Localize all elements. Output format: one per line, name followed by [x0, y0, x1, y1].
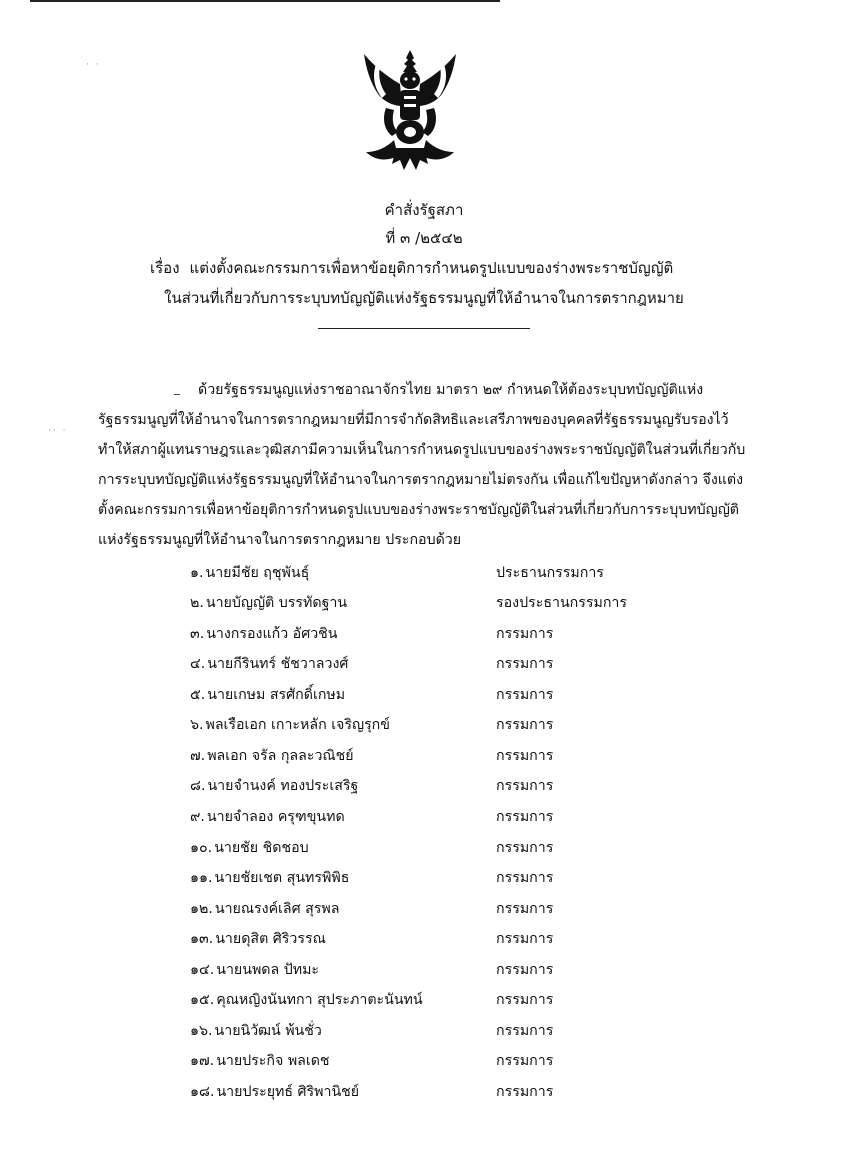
member-role: ประธานกรรมการ: [496, 565, 604, 581]
member-role: กรรมการ: [496, 962, 554, 978]
scan-edge-line: [30, 0, 500, 2]
member-row: [190, 807, 750, 829]
member-number: ๕.: [190, 687, 206, 703]
member-name: นายประกิจ พลเดช: [216, 1053, 330, 1069]
member-role: กรรมการ: [496, 656, 554, 672]
member-row: [190, 990, 750, 1012]
document-title: คำสั่งรัฐสภา: [384, 201, 464, 219]
member-number: ๑๓.: [190, 931, 214, 947]
member-name: พลเรือเอก เกาะหลัก เจริญรุกข์: [205, 717, 390, 733]
member-role: กรรมการ: [496, 840, 554, 856]
body-line: การระบุบทบัญญัติแห่งรัฐธรรมนูญที่ให้อำนาจในการตรากฎหมายไม่ตรงกัน เพื่อแก้ไขปัญหาดังกล่าว จึงแต่ง: [98, 472, 744, 488]
member-number: ๗.: [190, 748, 206, 764]
member-number: ๘.: [190, 778, 206, 794]
scan-speck: · ·: [86, 60, 101, 70]
scan-speck: ·· ·: [48, 426, 68, 436]
member-name: นายเกษม สรศักดิ์เกษม: [207, 687, 346, 703]
member-row: [190, 563, 750, 585]
member-name: นายประยุทธ์ ศิริพานิชย์: [216, 1084, 360, 1100]
member-name: นายจำนงค์ ทองประเสริฐ: [207, 778, 359, 794]
title-divider: [318, 328, 530, 329]
member-row: [190, 624, 750, 646]
member-role: กรรมการ: [496, 626, 554, 642]
member-row: [190, 654, 750, 676]
member-role: กรรมการ: [496, 748, 554, 764]
member-name: นายชัยเชต สุนทรพิพิธ: [214, 870, 350, 886]
body-line: ตั้งคณะกรรมการเพื่อหาข้อยุติการกำหนดรูปแบบของร่างพระราชบัญญัติในส่วนที่เกี่ยวกับการระบุบทบัญญัติ: [98, 502, 740, 518]
member-number: ๖.: [190, 717, 204, 733]
member-row: [190, 746, 750, 768]
member-number: ๑๘.: [190, 1084, 215, 1100]
body-line: รัฐธรรมนูญที่ให้อำนาจในการตรากฎหมายที่มีการจำกัดสิทธิและเสรีภาพของบุคคลที่รัฐธรรมนูญรับรองไว้: [98, 412, 729, 428]
member-number: ๑๔.: [190, 962, 215, 978]
member-number: ๓.: [190, 626, 205, 642]
member-number: ๑๑.: [190, 870, 213, 886]
body-line: ด้วยรัฐธรรมนูญแห่งราชอาณาจักรไทย มาตรา ๒๙ กำหนดให้ต้องระบุบทบัญญัติแห่ง: [198, 382, 704, 398]
member-row: [190, 868, 750, 890]
member-row: [190, 715, 750, 737]
member-number: ๑๒.: [190, 901, 213, 917]
member-number: ๑๗.: [190, 1053, 215, 1069]
member-row: [190, 593, 750, 615]
member-row: [190, 685, 750, 707]
member-row: [190, 1051, 750, 1073]
member-number: ๑๕.: [190, 992, 215, 1008]
member-role: กรรมการ: [496, 809, 554, 825]
member-number: ๑๖.: [190, 1023, 213, 1039]
member-role: กรรมการ: [496, 1053, 554, 1069]
member-role: กรรมการ: [496, 687, 554, 703]
subject-text: แต่งตั้งคณะกรรมการเพื่อหาข้อยุติการกำหนดรูปแบบของร่างพระราชบัญญัติ: [189, 259, 674, 277]
member-role: กรรมการ: [496, 901, 554, 917]
subject-line-1: [150, 258, 673, 278]
subject-line-2: ในส่วนที่เกี่ยวกับการระบุบทบัญญัติแห่งรัฐธรรมนูญที่ให้อำนาจในการตรากฎหมาย: [164, 289, 684, 307]
member-row: [190, 1021, 750, 1043]
member-row: [190, 929, 750, 951]
member-role: กรรมการ: [496, 992, 554, 1008]
member-name: นายนพดล ปัทมะ: [216, 962, 320, 978]
scan-mark: [174, 394, 180, 395]
member-name: นายนิวัฒน์ พ้นชั่ว: [214, 1023, 322, 1039]
member-role: กรรมการ: [496, 931, 554, 947]
order-number: ที่ ๓ /๒๕๔๒: [385, 229, 463, 247]
member-name: พลเอก จรัล กุลละวณิชย์: [207, 748, 354, 764]
member-role: กรรมการ: [496, 778, 554, 794]
member-number: ๑๐.: [190, 840, 213, 856]
member-name: นายจำลอง ครุฑขุนทด: [206, 809, 345, 825]
member-role: กรรมการ: [496, 1084, 554, 1100]
member-name: นายมีชัย ฤชุพันธุ์: [205, 565, 310, 581]
member-name: นายณรงค์เลิศ สุรพล: [214, 901, 340, 917]
member-row: [190, 960, 750, 982]
subject-label: เรื่อง: [150, 259, 180, 277]
garuda-emblem-icon: [356, 48, 464, 176]
member-role: กรรมการ: [496, 1023, 554, 1039]
member-name: นายบัญญัติ บรรทัดฐาน: [205, 595, 348, 611]
member-row: [190, 1082, 750, 1104]
member-row: [190, 899, 750, 921]
body-line: แห่งรัฐธรรมนูญที่ให้อำนาจในการตรากฎหมาย ประกอบด้วย: [98, 532, 462, 548]
member-row: [190, 776, 750, 798]
member-number: ๑.: [190, 565, 204, 581]
member-number: ๒.: [190, 595, 204, 611]
member-role: กรรมการ: [496, 717, 554, 733]
member-name: นางกรองแก้ว อัศวชิน: [206, 626, 338, 642]
member-name: คุณหญิงนันทกา สุประภาตะนันทน์: [216, 992, 423, 1008]
member-name: นายกีรินทร์ ชัชวาลวงศ์: [207, 656, 349, 672]
member-number: ๔.: [190, 656, 206, 672]
member-role: กรรมการ: [496, 870, 554, 886]
member-name: นายชัย ชิดชอบ: [214, 840, 309, 856]
member-role: รองประธานกรรมการ: [496, 595, 627, 611]
member-name: นายดุสิต ศิริวรรณ: [215, 931, 326, 947]
body-line: ทำให้สภาผู้แทนราษฎรและวุฒิสภามีความเห็นในการกำหนดรูปแบบของร่างพระราชบัญญัติในส่วนที่เกี่ยวกับ: [98, 442, 746, 458]
member-row: [190, 838, 750, 860]
member-number: ๙.: [190, 809, 205, 825]
